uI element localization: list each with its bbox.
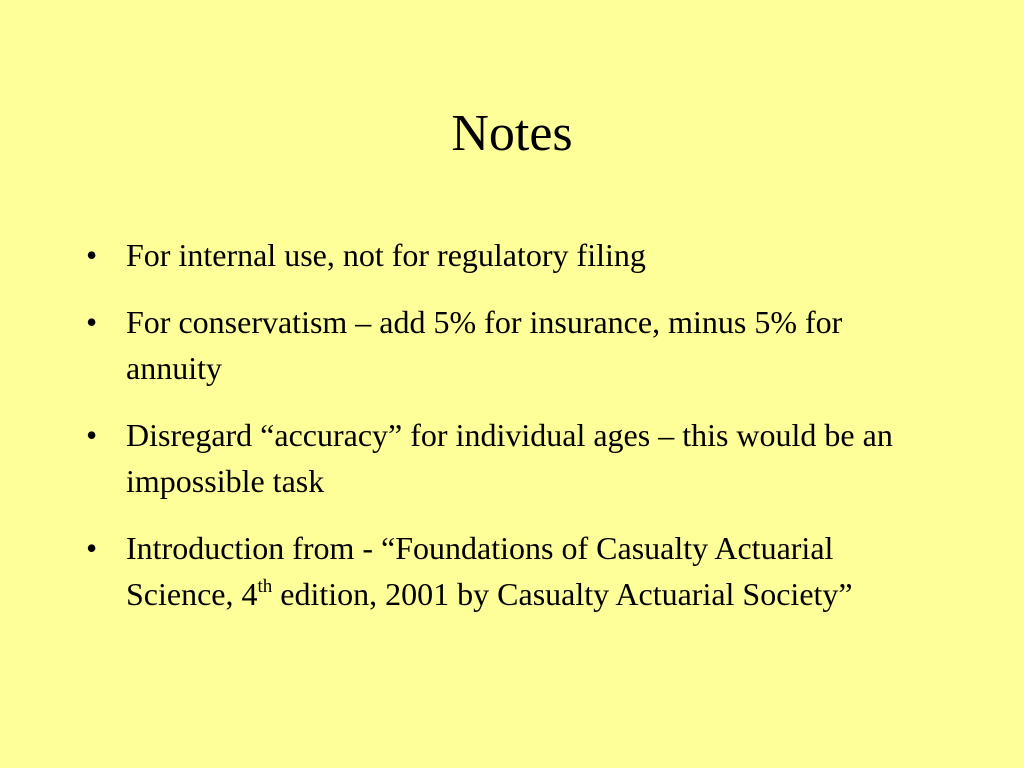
bullet-icon: • [86, 304, 98, 340]
bullet-icon: • [86, 530, 98, 566]
bullet-item [86, 525, 926, 617]
bullet-icon: • [86, 417, 98, 453]
bullet-list [86, 232, 926, 638]
bullet-item [86, 412, 926, 504]
bullet-text: Disregard “accuracy” for individual ages – this would be an impossible task [126, 417, 893, 499]
slide-title: Notes [451, 105, 573, 162]
bullet-text: For internal use, not for regulatory filing [126, 237, 646, 273]
bullet-text: For conservatism – add 5% for insurance, minus 5% for annuity [126, 304, 843, 386]
bullet-text-start: Introduction from - “Foundations of Casualty Actuarial Science, 4 [126, 530, 834, 612]
edition-superscript: th [257, 576, 273, 597]
bullet-item [86, 232, 926, 278]
bullet-icon: • [86, 237, 98, 273]
bullet-text-end: edition, 2001 by Casualty Actuarial Society” [272, 576, 853, 612]
bullet-item [86, 299, 926, 391]
